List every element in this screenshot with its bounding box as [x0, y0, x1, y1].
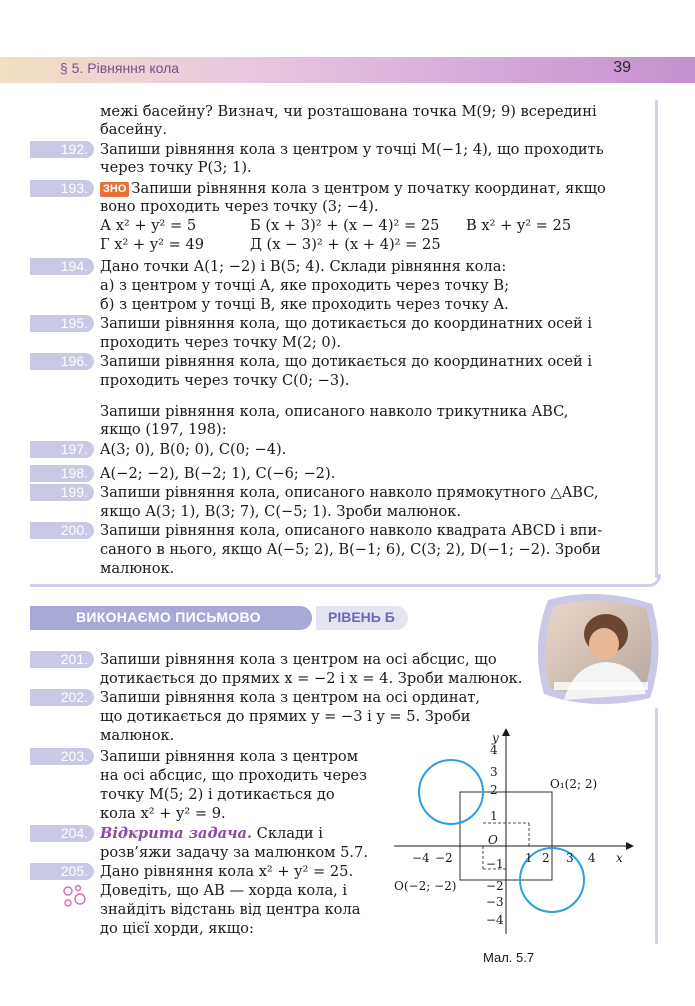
text-line: ЗНО Запиши рівняння кола з центром у початку координат, якщо — [100, 179, 606, 198]
answer-option: Б (x + 3)² + (x − 4)² = 25 — [250, 217, 440, 234]
exercise-number: 202. — [30, 689, 94, 706]
tick-label: 1 — [490, 809, 498, 823]
tick-label: 4 — [490, 743, 498, 757]
text-line: що дотикається до прямих y = −3 і y = 5. Зроби — [100, 708, 471, 725]
tick-label: 4 — [588, 851, 596, 865]
text-line: точку M(5; 2) і дотикається до — [100, 786, 335, 803]
text-line: дотикається до прямих x = −2 і x = 4. Зроби малюнок. — [100, 670, 523, 687]
y-arrow-icon — [502, 728, 510, 736]
text-line: A(3; 0), B(0; 0), C(0; −4). — [100, 441, 287, 458]
text-line: A(−2; −2), B(−2; 1), C(−6; −2). — [100, 465, 336, 482]
exercise-number: 199. — [30, 484, 94, 501]
exercise-number: 193. — [30, 180, 94, 197]
text-line: Запиши рівняння кола, описаного навколо квадрата ABCD і впи- — [100, 522, 603, 539]
exercise-number: 196. — [30, 353, 94, 370]
text-line: до цієї хорди, якщо: — [100, 920, 254, 937]
text-line: воно проходить через точку (3; −4). — [100, 198, 379, 215]
margin-line-2 — [655, 708, 658, 944]
text-line: саного в нього, якщо A(−5; 2), B(−1; 6), C(3; 2), D(−1; −2). Зроби — [100, 541, 601, 558]
section-banner — [30, 606, 312, 630]
text-line: через точку P(3; 1). — [100, 159, 252, 176]
text-line: на осі абсцис, що проходить через — [100, 767, 368, 784]
page-header — [0, 57, 695, 83]
exercise-number: 203. — [30, 748, 94, 765]
chapter-title: § 5. Рівняння кола — [60, 60, 180, 76]
text-line: Відкрита задача. Склади і — [100, 825, 323, 842]
figure-caption: Мал. 5.7 — [483, 950, 535, 965]
exercise-number: 197. — [30, 441, 94, 458]
page-number: 39 — [613, 59, 631, 76]
center-label-o: O(−2; −2) — [394, 879, 457, 893]
answer-option: В x² + y² = 25 — [466, 217, 572, 234]
text-line: Доведіть, що AB — хорда кола, і — [100, 882, 348, 899]
exercise-number: 200. — [30, 522, 94, 539]
text-line: Запиши рівняння кола, що дотикається до координатних осей і — [100, 315, 593, 332]
level-tab — [316, 606, 408, 630]
text-line: якщо (197, 198): — [100, 421, 227, 438]
tick-label: −3 — [486, 895, 504, 909]
center-label-o1: O₁(2; 2) — [550, 777, 598, 791]
origin-label: O — [488, 833, 498, 847]
tick-label: −1 — [486, 857, 504, 871]
answer-option: Г x² + y² = 49 — [100, 236, 205, 253]
text-line: басейну. — [100, 121, 167, 138]
text-line: б) з центром у точці B, яке проходить через точку A. — [100, 296, 509, 313]
text-line: проходить через точку M(2; 0). — [100, 334, 342, 351]
section-title: ВИКОНАЄМО ПИСЬМОВО — [76, 609, 261, 625]
x-axis-label: x — [616, 851, 623, 865]
text-line: межі басейну? Визнач, чи розташована точка M(9; 9) всередині — [100, 103, 597, 120]
text-line: малюнок. — [100, 727, 175, 744]
text-line: проходить через точку C(0; −3). — [100, 372, 350, 389]
zno-badge: ЗНО — [100, 182, 129, 197]
text-line: якщо A(3; 1), B(3; 7), C(−5; 1). Зроби малюнок. — [100, 503, 462, 520]
open-task-label: Відкрита задача. — [100, 825, 253, 842]
text-line: Дано точки A(1; −2) і B(5; 4). Склади рівняння кола: — [100, 258, 507, 275]
text-line: Запиши рівняння кола, описаного навколо прямокутного △ABC, — [100, 484, 599, 501]
x-arrow-icon — [626, 842, 634, 850]
text-line: малюнок. — [100, 560, 175, 577]
exercise-number: 201. — [30, 651, 94, 668]
exercise-number: 194. — [30, 258, 94, 275]
text-line: Запиши рівняння кола, описаного навколо трикутника ABC, — [100, 403, 569, 420]
tick-label: 1 — [525, 851, 533, 865]
text-line: Запиши рівняння кола з центром — [100, 748, 359, 765]
tick-label: 2 — [542, 851, 550, 865]
text-line: Запиши рівняння кола з центром у точці M(−1; 4), що проходить — [100, 141, 604, 158]
text-line: Запиши рівняння кола з центром на осі ординат, — [100, 689, 481, 706]
text-line: Запиши рівняння кола, що дотикається до координатних осей і — [100, 353, 593, 370]
coordinate-figure — [388, 728, 638, 938]
exercise-number: 192. — [30, 141, 94, 158]
answer-option: Д (x − 3)² + (x + 4)² = 25 — [250, 236, 441, 253]
tick-label: 3 — [566, 851, 574, 865]
text-line: а) з центром у точці A, яке проходить через точку B; — [100, 277, 510, 294]
exercise-number: 198. — [30, 465, 94, 482]
tick-label: −4 — [486, 913, 504, 927]
tick-label: 3 — [490, 765, 498, 779]
margin-line — [655, 100, 658, 578]
text-line: знайдіть відстань від центра кола — [100, 901, 361, 918]
level-label: РІВЕНЬ Б — [328, 609, 395, 625]
text-line: Дано рівняння кола x² + y² = 25. — [100, 863, 354, 880]
thinking-icon — [60, 883, 88, 911]
answer-option: А x² + y² = 5 — [100, 217, 197, 234]
exercise-number: 204. — [30, 825, 94, 842]
text-line: розв’яжи задачу за малюнком 5.7. — [100, 844, 368, 861]
tick-label: −2 — [486, 879, 504, 893]
exercise-number: 205. — [30, 863, 94, 880]
tick-label: −2 — [435, 851, 453, 865]
exercise-number: 195. — [30, 315, 94, 332]
student-photo — [534, 590, 662, 708]
tick-label: 2 — [490, 783, 498, 797]
tick-label: −4 — [412, 851, 430, 865]
text-line: кола x² + y² = 9. — [100, 805, 226, 822]
y-axis-label: y — [492, 731, 499, 745]
text-line: Запиши рівняння кола з центром на осі абсцис, що — [100, 651, 497, 668]
